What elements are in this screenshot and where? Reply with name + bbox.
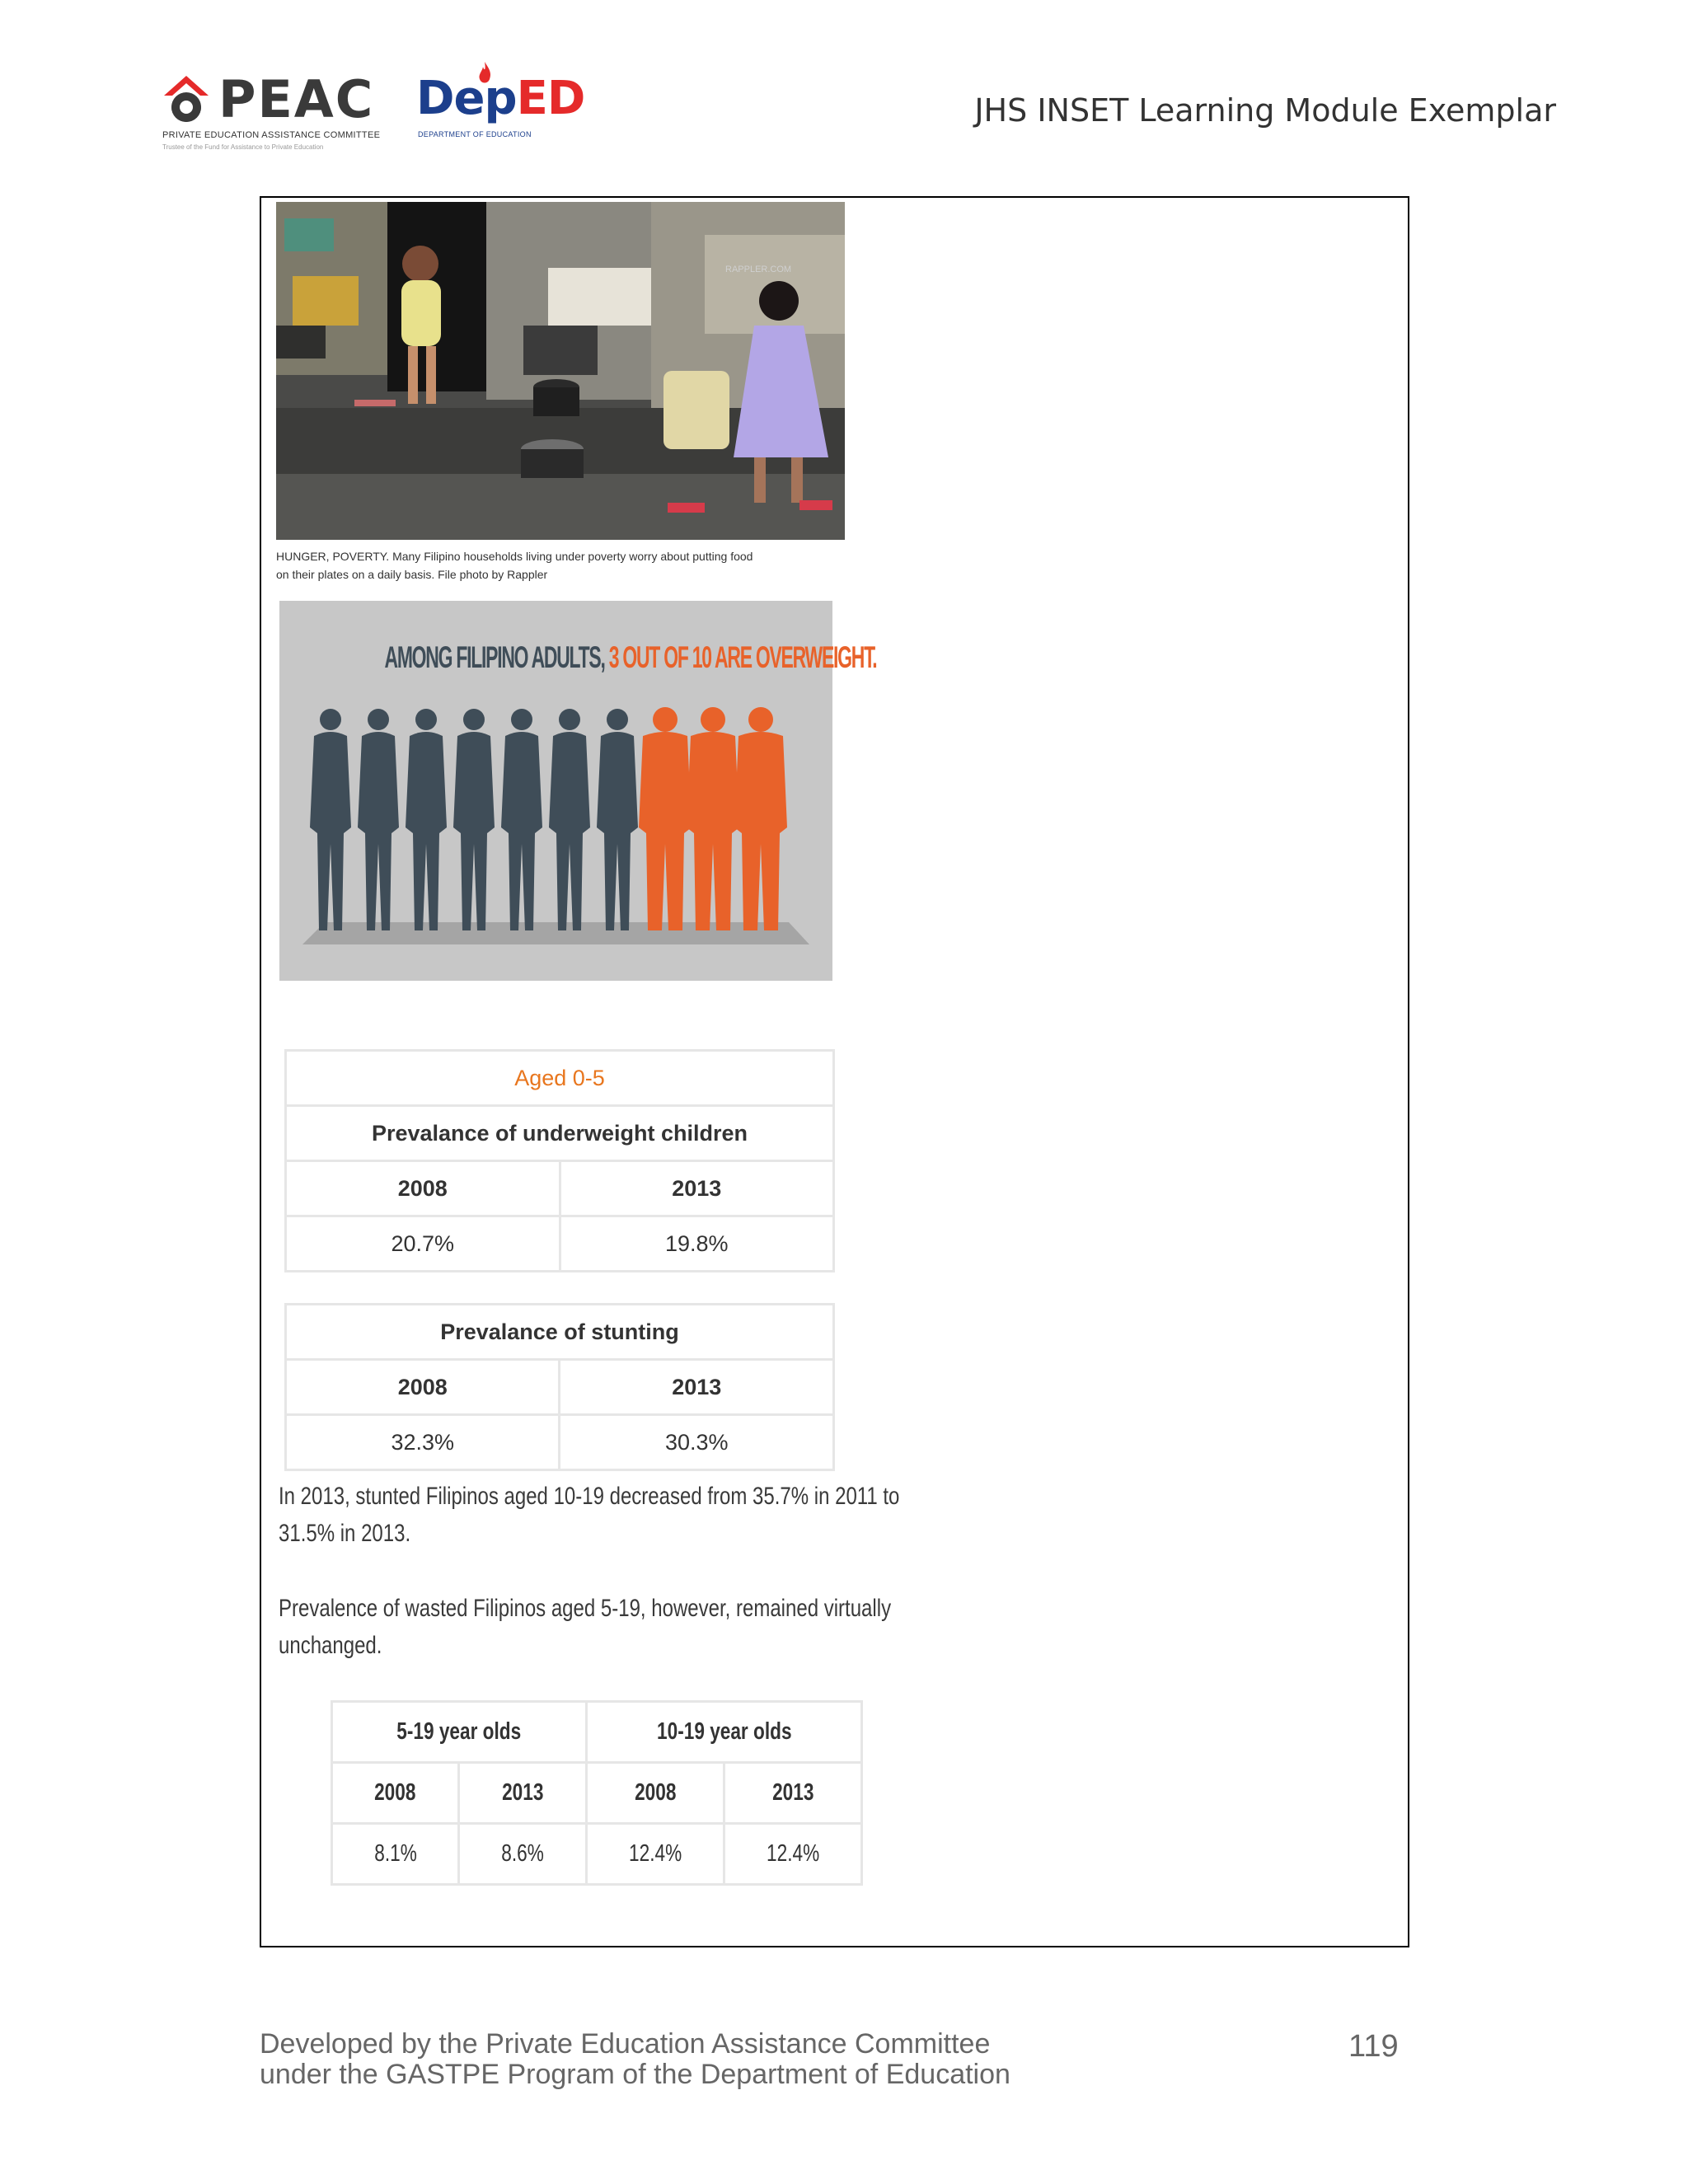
peac-emblem-icon [161, 74, 212, 125]
table-cell: 8.6% [459, 1824, 586, 1885]
deped-logo [416, 62, 585, 144]
year-header: 2013 [560, 1161, 834, 1216]
stunting-title: Prevalance of stunting [286, 1305, 834, 1360]
age-header: Aged 0-5 [286, 1051, 834, 1106]
table-cell: 32.3% [286, 1415, 560, 1470]
year-header: 2008 [286, 1161, 560, 1216]
person-icon [501, 709, 542, 930]
overweight-person-icon [734, 707, 787, 930]
person-icon [549, 709, 590, 930]
stunted-paragraph: In 2013, stunted Filipinos aged 10-19 decreased from 35.7% in 2011 to 31.5% in 2013. [279, 1483, 900, 1547]
page-header-title: JHS INSET Learning Module Exemplar [974, 92, 1556, 129]
table-cell: 12.4% [724, 1824, 861, 1885]
table-cell: 8.1% [332, 1824, 459, 1885]
table-cell: 19.8% [560, 1216, 834, 1272]
footer-credit: Developed by the Private Education Assistance Committee under the GASTPE Program of the Department of Education [260, 2028, 1010, 2090]
infographic-title: AMONG FILIPINO ADULTS, 3 OUT OF 10 ARE OVERWEIGHT. [384, 640, 877, 674]
table-cell: 12.4% [586, 1824, 724, 1885]
underweight-title: Prevalance of underweight children [286, 1106, 834, 1161]
person-icon [597, 709, 638, 930]
photo-watermark: RAPPLER.COM [725, 265, 792, 274]
person-icon [453, 709, 495, 930]
person-icon [406, 709, 447, 930]
year-header: 2008 [586, 1763, 724, 1824]
table-cell: 30.3% [560, 1415, 834, 1470]
figures-group [279, 601, 877, 981]
hunger-poverty-photo [276, 202, 845, 540]
underweight-table [284, 1049, 835, 1272]
wasted-paragraph: Prevalence of wasted Filipinos aged 5-19, however, remained virtually unchanged. [279, 1595, 892, 1659]
wasted-table [331, 1700, 863, 1886]
deped-wordmark: DepED [416, 72, 585, 125]
peac-tagline: Trustee of the Fund for Assistance to Private Education [162, 143, 324, 151]
peac-logo [161, 70, 383, 152]
person-icon [310, 709, 351, 930]
deped-subtitle: DEPARTMENT OF EDUCATION [418, 130, 532, 138]
year-header: 2008 [332, 1763, 459, 1824]
year-header: 2008 [286, 1360, 560, 1415]
table-cell: 20.7% [286, 1216, 560, 1272]
overweight-person-icon [639, 707, 692, 930]
group-header: 10-19 year olds [586, 1702, 861, 1763]
stunting-table [284, 1303, 835, 1471]
person-icon [358, 709, 399, 930]
year-header: 2013 [459, 1763, 586, 1824]
photo-caption: HUNGER, POVERTY. Many Filipino households living under poverty worry about putting food on their plates on a daily basis. File photo by Rappler [276, 550, 753, 581]
year-header: 2013 [560, 1360, 834, 1415]
page-number: 119 [1348, 2029, 1399, 2064]
overweight-infographic [279, 601, 877, 981]
group-header: 5-19 year olds [332, 1702, 587, 1763]
year-header: 2013 [724, 1763, 861, 1824]
overweight-person-icon [687, 707, 739, 930]
peac-wordmark: PEAC [218, 69, 375, 129]
peac-subtitle: PRIVATE EDUCATION ASSISTANCE COMMITTEE [162, 130, 381, 140]
